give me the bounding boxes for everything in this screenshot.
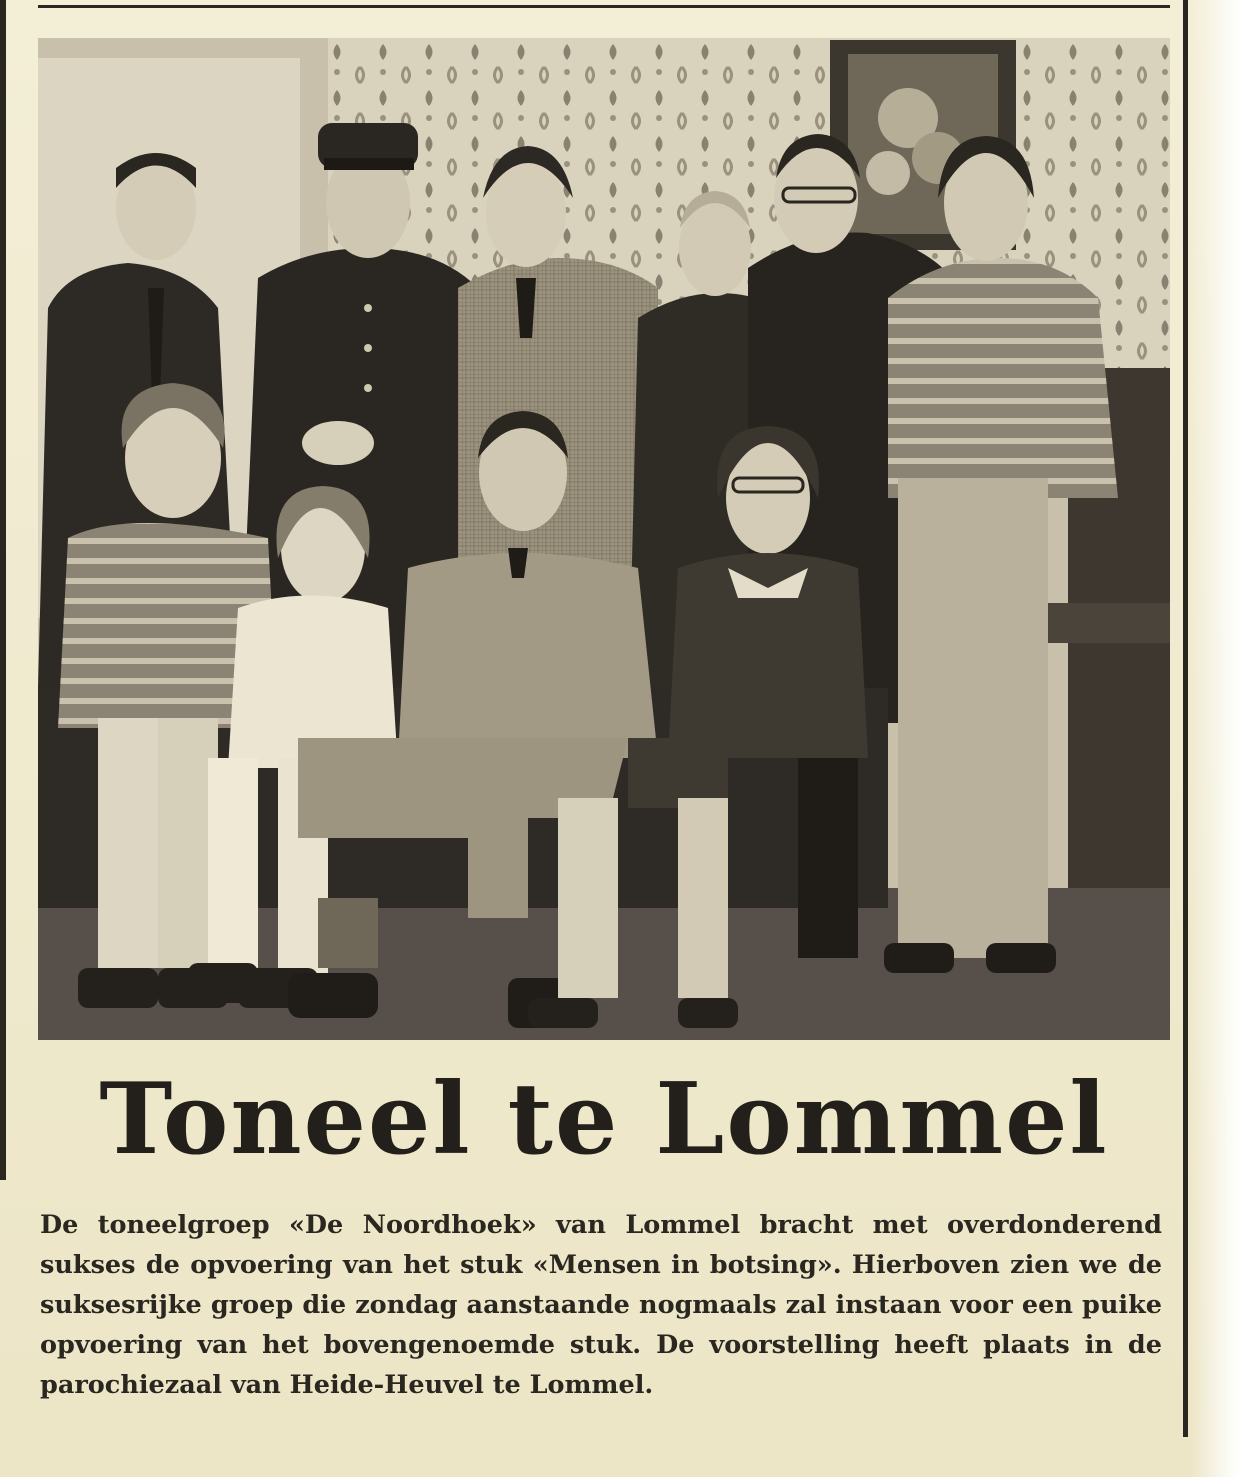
article-caption: De toneelgroep «De Noordhoek» van Lommel bracht met overdonderend sukses de opvoering van het stuk «Mensen in botsing». Hierboven zien we de suksesrijke groep die zondag aanstaande nogmaals zal instaan voor een puike opvoering van het bovengenoemde stuk. De voorstelling heeft plaats in de parochiezaal van Heide-Heuvel te Lommel. [40, 1210, 1162, 1400]
article-headline: Toneel te Lommel [99, 1062, 1109, 1177]
page-edge [1191, 0, 1241, 1477]
group-photograph [38, 38, 1170, 1040]
top-column-rule [38, 5, 1170, 8]
left-column-rule [0, 0, 6, 1180]
right-column-rule [1183, 0, 1188, 1437]
